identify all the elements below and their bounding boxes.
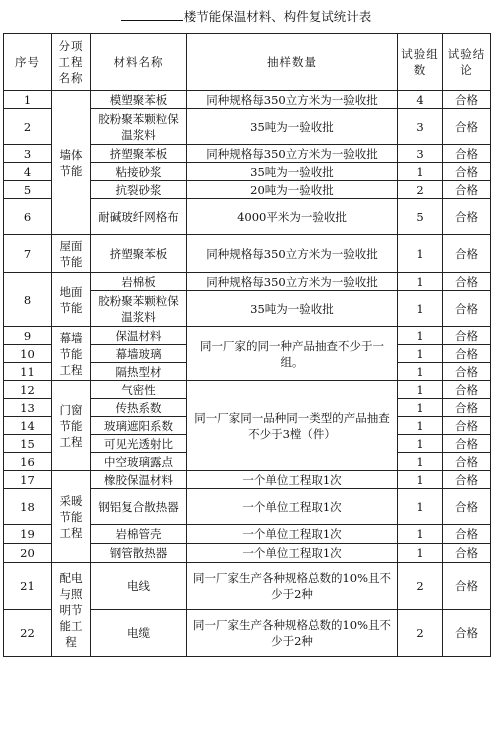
cell-material: 电缆 bbox=[91, 610, 187, 657]
category-roof: 屋面节能 bbox=[52, 235, 91, 273]
cell-material: 耐碱玻纤网格布 bbox=[91, 199, 187, 235]
cell-seq: 17 bbox=[4, 471, 52, 489]
cell-material: 传热系数 bbox=[91, 399, 187, 417]
cell-result: 合格 bbox=[443, 181, 491, 199]
cell-result: 合格 bbox=[443, 363, 491, 381]
cell-result: 合格 bbox=[443, 381, 491, 399]
cell-count: 1 bbox=[398, 235, 443, 273]
statistics-table bbox=[3, 33, 491, 657]
cell-sampling: 一个单位工程取1次 bbox=[187, 525, 398, 544]
cell-seq: 18 bbox=[4, 489, 52, 525]
cell-sampling: 35吨为一验收批 bbox=[187, 109, 398, 145]
table-row bbox=[4, 327, 491, 345]
category-heating: 采暖节能工程 bbox=[52, 471, 91, 563]
category-curtain-wall: 幕墙节能工程 bbox=[52, 327, 91, 381]
category-lighting: 配电与照明节能工程 bbox=[52, 563, 91, 657]
cell-material: 挤塑聚苯板 bbox=[91, 235, 187, 273]
cell-count: 1 bbox=[398, 381, 443, 399]
cell-result: 合格 bbox=[443, 163, 491, 181]
table-row bbox=[4, 235, 491, 273]
cell-sampling: 同一厂家生产各种规格总数的10%且不少于2种 bbox=[187, 563, 398, 610]
cell-count: 1 bbox=[398, 471, 443, 489]
cell-result: 合格 bbox=[443, 489, 491, 525]
cell-material: 钢管散热器 bbox=[91, 544, 187, 563]
table-title bbox=[0, 8, 492, 26]
cell-result: 合格 bbox=[443, 345, 491, 363]
cell-count: 1 bbox=[398, 544, 443, 563]
cell-material: 胶粉聚苯颗粒保温浆料 bbox=[91, 109, 187, 145]
cell-count: 3 bbox=[398, 145, 443, 163]
cell-sampling: 4000平米为一验收批 bbox=[187, 199, 398, 235]
cell-seq: 14 bbox=[4, 417, 52, 435]
cell-sampling: 35吨为一验收批 bbox=[187, 291, 398, 327]
cell-count: 1 bbox=[398, 273, 443, 291]
cell-count: 1 bbox=[398, 163, 443, 181]
category-floor: 地面节能 bbox=[52, 273, 91, 327]
table-row bbox=[4, 381, 491, 399]
cell-seq: 20 bbox=[4, 544, 52, 563]
title-text: 楼节能保温材料、构件复试统计表 bbox=[183, 9, 372, 24]
cell-seq: 19 bbox=[4, 525, 52, 544]
cell-seq: 16 bbox=[4, 453, 52, 471]
cell-result: 合格 bbox=[443, 273, 491, 291]
cell-result: 合格 bbox=[443, 145, 491, 163]
cell-result: 合格 bbox=[443, 453, 491, 471]
cell-seq: 12 bbox=[4, 381, 52, 399]
cell-count: 2 bbox=[398, 181, 443, 199]
cell-result: 合格 bbox=[443, 91, 491, 109]
cell-sampling: 20吨为一验收批 bbox=[187, 181, 398, 199]
title-blank-line bbox=[121, 8, 183, 21]
cell-sampling: 同种规格每350立方米为一验收批 bbox=[187, 145, 398, 163]
cell-material: 抗裂砂浆 bbox=[91, 181, 187, 199]
cell-count: 4 bbox=[398, 91, 443, 109]
cell-count: 2 bbox=[398, 563, 443, 610]
table-row bbox=[4, 273, 491, 291]
cell-sampling: 同种规格每350立方米为一验收批 bbox=[187, 273, 398, 291]
header-category: 分项工程名称 bbox=[52, 34, 91, 91]
table-row bbox=[4, 91, 491, 109]
cell-result: 合格 bbox=[443, 610, 491, 657]
cell-material: 保温材料 bbox=[91, 327, 187, 345]
cell-result: 合格 bbox=[443, 435, 491, 453]
cell-sampling: 同种规格每350立方米为一验收批 bbox=[187, 235, 398, 273]
header-sampling: 抽样数量 bbox=[187, 34, 398, 91]
header-seq: 序号 bbox=[4, 34, 52, 91]
cell-seq: 8 bbox=[4, 273, 52, 327]
cell-count: 1 bbox=[398, 435, 443, 453]
cell-sampling: 一个单位工程取1次 bbox=[187, 489, 398, 525]
cell-material: 电线 bbox=[91, 563, 187, 610]
cell-material: 可见光透射比 bbox=[91, 435, 187, 453]
category-window: 门窗节能工程 bbox=[52, 381, 91, 471]
cell-material: 中空玻璃露点 bbox=[91, 453, 187, 471]
cell-result: 合格 bbox=[443, 544, 491, 563]
cell-seq: 6 bbox=[4, 199, 52, 235]
table-row bbox=[4, 471, 491, 489]
cell-seq: 11 bbox=[4, 363, 52, 381]
cell-material: 模塑聚苯板 bbox=[91, 91, 187, 109]
cell-seq: 4 bbox=[4, 163, 52, 181]
category-wall: 墙体节能 bbox=[52, 91, 91, 235]
cell-material: 气密性 bbox=[91, 381, 187, 399]
cell-count: 1 bbox=[398, 417, 443, 435]
cell-count: 1 bbox=[398, 453, 443, 471]
cell-seq: 2 bbox=[4, 109, 52, 145]
cell-material: 玻璃遮阳系数 bbox=[91, 417, 187, 435]
cell-sampling-merged-curtain: 同一厂家的同一种产品抽查不少于一组。 bbox=[187, 327, 398, 381]
cell-result: 合格 bbox=[443, 563, 491, 610]
cell-material: 胶粉聚苯颗粒保温浆料 bbox=[91, 291, 187, 327]
cell-result: 合格 bbox=[443, 235, 491, 273]
cell-result: 合格 bbox=[443, 291, 491, 327]
cell-sampling: 同种规格每350立方米为一验收批 bbox=[187, 91, 398, 109]
cell-count: 1 bbox=[398, 327, 443, 345]
cell-count: 3 bbox=[398, 109, 443, 145]
cell-seq: 22 bbox=[4, 610, 52, 657]
cell-result: 合格 bbox=[443, 199, 491, 235]
cell-count: 2 bbox=[398, 610, 443, 657]
header-count: 试验组数 bbox=[398, 34, 443, 91]
cell-result: 合格 bbox=[443, 327, 491, 345]
cell-seq: 10 bbox=[4, 345, 52, 363]
cell-sampling: 同一厂家生产各种规格总数的10%且不少于2种 bbox=[187, 610, 398, 657]
cell-count: 1 bbox=[398, 345, 443, 363]
cell-count: 1 bbox=[398, 489, 443, 525]
cell-seq: 7 bbox=[4, 235, 52, 273]
cell-count: 1 bbox=[398, 291, 443, 327]
cell-count: 5 bbox=[398, 199, 443, 235]
cell-material: 橡胶保温材料 bbox=[91, 471, 187, 489]
cell-seq: 5 bbox=[4, 181, 52, 199]
cell-result: 合格 bbox=[443, 525, 491, 544]
cell-result: 合格 bbox=[443, 399, 491, 417]
header-material: 材料名称 bbox=[91, 34, 187, 91]
cell-material: 隔热型材 bbox=[91, 363, 187, 381]
cell-seq: 1 bbox=[4, 91, 52, 109]
cell-sampling: 一个单位工程取1次 bbox=[187, 471, 398, 489]
table-row bbox=[4, 563, 491, 610]
cell-material: 岩棉板 bbox=[91, 273, 187, 291]
cell-seq: 15 bbox=[4, 435, 52, 453]
cell-material: 岩棉管壳 bbox=[91, 525, 187, 544]
cell-seq: 21 bbox=[4, 563, 52, 610]
cell-material: 粘接砂浆 bbox=[91, 163, 187, 181]
cell-seq: 3 bbox=[4, 145, 52, 163]
cell-count: 1 bbox=[398, 525, 443, 544]
header-result: 试验结论 bbox=[443, 34, 491, 91]
cell-result: 合格 bbox=[443, 471, 491, 489]
cell-seq: 13 bbox=[4, 399, 52, 417]
cell-material: 钢铝复合散热器 bbox=[91, 489, 187, 525]
cell-sampling-merged-window: 同一厂家同一品种同一类型的产品抽查不少于3樘（件） bbox=[187, 381, 398, 471]
cell-count: 1 bbox=[398, 399, 443, 417]
cell-material: 幕墙玻璃 bbox=[91, 345, 187, 363]
cell-material: 挤塑聚苯板 bbox=[91, 145, 187, 163]
cell-seq: 9 bbox=[4, 327, 52, 345]
cell-result: 合格 bbox=[443, 109, 491, 145]
cell-result: 合格 bbox=[443, 417, 491, 435]
cell-sampling: 35吨为一验收批 bbox=[187, 163, 398, 181]
header-row bbox=[4, 34, 491, 91]
cell-count: 1 bbox=[398, 363, 443, 381]
cell-sampling: 一个单位工程取1次 bbox=[187, 544, 398, 563]
